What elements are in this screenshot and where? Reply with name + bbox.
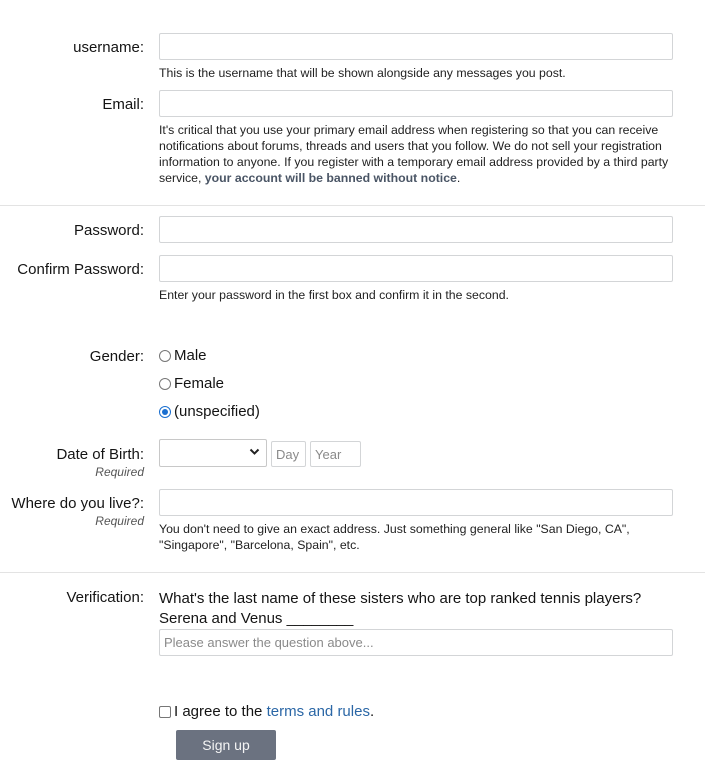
dob-day-input[interactable] bbox=[271, 441, 306, 467]
gender-option-male[interactable] bbox=[159, 347, 207, 364]
gender-option-female[interactable] bbox=[159, 375, 224, 392]
password-label: Password: bbox=[73, 222, 144, 239]
section-divider-2 bbox=[0, 572, 705, 573]
email-hint-text: It's critical that you use your primary email address when registering so that you can receive notifications about forums, threads and users that you follow. We do not sell your registration information to anyone. If you register with a temporary email address provided by a third party service, bbox=[159, 123, 669, 185]
unspecified-radio[interactable] bbox=[159, 406, 171, 418]
confirm-password-label: Confirm Password: bbox=[17, 261, 144, 278]
unspecified-radio-label: (unspecified) bbox=[174, 403, 260, 420]
male-radio-label: Male bbox=[174, 347, 207, 364]
verification-label: Verification: bbox=[66, 589, 144, 606]
agree-row[interactable] bbox=[159, 703, 374, 720]
verification-input[interactable] bbox=[159, 629, 673, 656]
dob-year-input[interactable] bbox=[310, 441, 361, 467]
female-radio-label: Female bbox=[174, 375, 225, 392]
female-radio[interactable] bbox=[159, 378, 171, 390]
sign-up-button[interactable]: Sign up bbox=[176, 730, 276, 760]
terms-and-rules-link[interactable]: terms and rules bbox=[266, 703, 370, 720]
location-label: Where do you live?: bbox=[11, 495, 144, 512]
location-input[interactable] bbox=[159, 489, 673, 516]
verification-question-line1: What's the last name of these sisters who are top ranked tennis players? bbox=[159, 590, 642, 607]
email-input[interactable] bbox=[159, 90, 673, 117]
email-label: Email: bbox=[102, 96, 144, 113]
agree-text: I agree to the bbox=[174, 703, 263, 720]
gender-option-unspecified[interactable] bbox=[159, 403, 260, 420]
username-label: username: bbox=[73, 39, 144, 56]
username-hint: This is the username that will be shown alongside any messages you post. bbox=[159, 66, 566, 80]
username-input[interactable] bbox=[159, 33, 673, 60]
verification-question bbox=[159, 589, 641, 629]
gender-label: Gender: bbox=[89, 348, 144, 365]
section-divider-1 bbox=[0, 205, 705, 206]
agree-end: . bbox=[369, 703, 375, 720]
confirm-password-input[interactable] bbox=[159, 255, 673, 282]
location-hint: You don't need to give an exact address. Just something general like "San Diego, CA", "Singapore", "Barcelona, Spain", etc. bbox=[159, 522, 630, 552]
location-required: Required bbox=[95, 514, 144, 528]
dob-required: Required bbox=[95, 465, 144, 479]
verification-question-line2: Serena and Venus ________ bbox=[159, 610, 354, 627]
email-hint-warning: your account will be banned without notice bbox=[204, 171, 457, 185]
dob-label: Date of Birth: bbox=[56, 446, 144, 463]
male-radio[interactable] bbox=[159, 350, 171, 362]
password-input[interactable] bbox=[159, 216, 673, 243]
agree-checkbox[interactable] bbox=[159, 706, 171, 718]
email-hint bbox=[159, 122, 675, 186]
confirm-password-hint: Enter your password in the first box and confirm it in the second. bbox=[159, 288, 509, 302]
chevron-down-icon bbox=[249, 446, 260, 460]
email-hint-end: . bbox=[456, 171, 461, 185]
dob-month-select[interactable] bbox=[159, 439, 267, 467]
